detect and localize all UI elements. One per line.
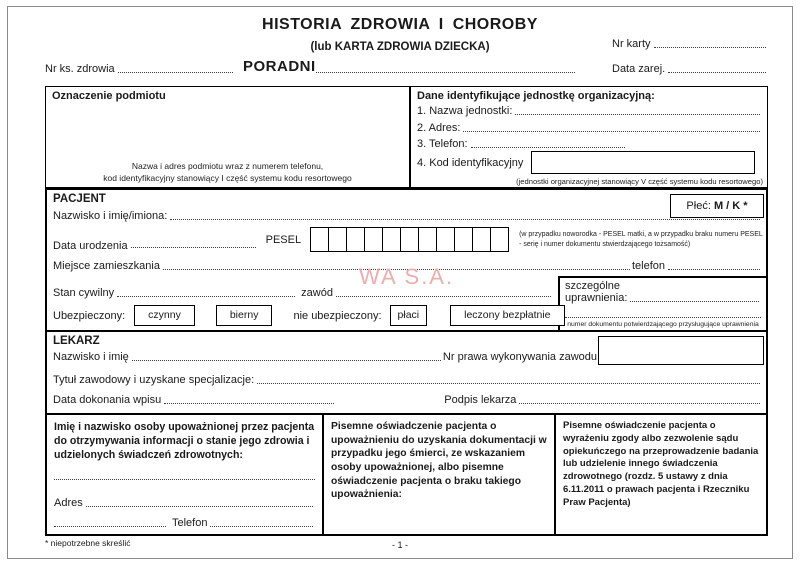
birth-date-label: Data urodzenia (53, 240, 128, 252)
insured-passive-option: bierny (216, 305, 273, 326)
insured-active-option: czynny (134, 305, 195, 326)
occupation-field (336, 294, 551, 297)
unit-box-caption: (jednostki organizacyjnej stanowiący V część systemu kodu resortowego) (516, 177, 763, 186)
authorized-person-name-field (54, 479, 315, 480)
poradni-field (316, 70, 575, 73)
patient-phone-label: telefon (631, 260, 665, 272)
sex-label: Płeć: (686, 200, 711, 212)
doctor-title-row (53, 374, 762, 386)
authorized-address-field (86, 504, 313, 507)
unit-code-field (531, 151, 755, 174)
special-rights-box (558, 276, 766, 330)
unit-address-label: 2. Adres: (417, 122, 461, 134)
pesel-cell (472, 227, 491, 252)
uninsured-pays-option: płaci (390, 305, 428, 326)
marital-label: Stan cywilny (53, 287, 115, 299)
nr-karty-label: Nr karty (612, 38, 651, 50)
pesel-cell (364, 227, 383, 252)
authorized-person-heading: Imię i nazwisko osoby upoważnionej przez pacjenta do otrzymywania informacji o stanie jego zdrowia i udzielonych świadczeń zdrowotnych: (54, 421, 315, 462)
special-rights-line1: szczególne (565, 280, 621, 292)
entry-date-row (53, 394, 762, 406)
entry-date-field (164, 401, 334, 404)
patient-name-row (53, 210, 762, 222)
unit-name-label: 1. Nazwa jednostki: (417, 105, 513, 117)
license-number-label: Nr prawa wykonywania zawodu (442, 351, 597, 363)
data-zarej-field (668, 70, 766, 73)
doctor-section-title: LEKARZ (53, 335, 100, 347)
authorizations-section (45, 413, 768, 536)
doctor-name-label: Nazwisko i imię (53, 351, 129, 363)
entity-caption-line2: kod identyfikacyjny stanowiący I część systemu kodu resortowego (103, 172, 352, 183)
unit-address-field (463, 129, 760, 132)
unit-phone-label: 3. Telefon: (417, 138, 468, 150)
authorized-phone-label: Telefon (172, 517, 208, 529)
patient-section-title: PACJENT (53, 193, 106, 205)
data-zarej-row (612, 63, 768, 75)
page-number: - 1 - (391, 540, 408, 550)
uninsured-free-option: leczony bezpłatnie (450, 305, 564, 326)
death-authorization-column (324, 415, 556, 534)
marital-field (117, 294, 295, 297)
unit-code-label: 4. Kod identyfikacyjny (417, 156, 524, 169)
entity-box-title: Oznaczenie podmiotu (52, 90, 166, 102)
residence-label: Miejsce zamieszkania (53, 260, 160, 272)
footnote: * niepotrzebne skreślić (45, 538, 131, 548)
entry-date-label: Data dokonania wpisu (53, 394, 162, 406)
authorized-address-row (54, 497, 315, 509)
nr-ks-zdrowia-label: Nr ks. zdrowia (45, 63, 115, 75)
unit-box (410, 86, 768, 188)
pesel-cell (454, 227, 473, 252)
form-subtitle: (lub KARTA ZDROWIA DZIECKA) (310, 41, 490, 53)
doctor-title-label: Tytuł zawodowy i uzyskane specjalizacje: (53, 374, 255, 386)
pesel-note: (w przypadku noworodka - PESEL matki, a w przypadku braku numeru PESEL - serię i numer dokumentu stwierdzającego tożsamość) (519, 231, 763, 248)
unit-name-row (417, 105, 762, 117)
doctor-section (45, 330, 768, 415)
uninsured-label: nie ubezpieczony: (293, 309, 382, 322)
entity-box-caption (46, 161, 409, 184)
pesel-row (53, 227, 764, 252)
signature-field (519, 401, 760, 404)
unit-phone-row (417, 138, 627, 150)
pesel-boxes (310, 227, 509, 252)
nr-ks-zdrowia-row (45, 63, 235, 75)
unit-phone-field (471, 145, 625, 148)
occupation-label: zawód (301, 287, 333, 299)
pesel-cell (400, 227, 419, 252)
entity-box (45, 86, 410, 188)
pesel-cell (436, 227, 455, 252)
pesel-cell (346, 227, 365, 252)
patient-name-label: Nazwisko i imię/imiona: (53, 210, 168, 222)
nr-ks-zdrowia-field (118, 70, 233, 73)
nr-karty-field (654, 45, 767, 48)
poradni-label: PORADNI (243, 58, 316, 75)
sex-value: M / K * (713, 200, 748, 212)
pesel-cell (310, 227, 329, 252)
signature-label: Podpis lekarza (444, 394, 517, 406)
doctor-name-field (132, 358, 441, 361)
data-zarej-label: Data zarej. (612, 63, 666, 75)
insured-label: Ubezpieczony: (53, 309, 126, 322)
special-rights-label: uprawnienia: (565, 292, 628, 304)
marital-row (53, 287, 553, 299)
special-rights-note: numer dokumentu potwierdzającego przysługujące uprawnienia (567, 321, 759, 328)
pesel-cell (418, 227, 437, 252)
consent-text: Pisemne oświadczenie pacjenta o wyrażeniu zgody albo zezwolenie sądu opiekuńczego na przeprowadzenie badania lub udzielenie innego świadczenia zdrowotnego (rozdz. 5 ustawy z dnia 6.11.2011 o prawach pacjenta i Rzeczniku Praw Pacjenta) (563, 420, 759, 508)
entity-caption-line1: Nazwa i adres podmiotu wraz z numerem telefonu, (131, 161, 324, 172)
unit-address-row (417, 122, 762, 134)
pesel-cell (490, 227, 509, 252)
authorized-address-label: Adres (54, 497, 83, 509)
poradni-row (243, 58, 577, 75)
patient-name-field (170, 217, 760, 220)
special-rights-doc-field (565, 317, 761, 318)
watermark: WA S.A. (359, 264, 455, 289)
doctor-title-field (257, 381, 760, 384)
doctor-name-row (53, 351, 597, 363)
pesel-label: PESEL (265, 233, 302, 246)
pesel-cell (382, 227, 401, 252)
nr-karty-row (612, 38, 768, 50)
authorized-address-field2 (54, 524, 166, 527)
form-title: HISTORIA ZDROWIA I CHOROBY (262, 16, 538, 33)
pesel-cell (328, 227, 347, 252)
special-rights-field (630, 299, 759, 302)
special-rights-row (560, 292, 766, 304)
insurance-row (53, 305, 565, 326)
patient-section (45, 188, 768, 332)
authorized-person-column (47, 415, 324, 534)
authorized-phone-row (54, 517, 315, 529)
license-number-box (598, 336, 764, 365)
unit-box-title: Dane identyfikujące jednostkę organizacyjną: (417, 90, 655, 102)
unit-name-field (515, 112, 760, 115)
unit-code-row (417, 151, 755, 174)
birth-date-field (131, 245, 256, 248)
death-authorization-text: Pisemne oświadczenie pacjenta o upoważnieniu do uzyskania dokumentacji w przypadku jego śmierci, ze wskazaniem osoby upoważnionej, albo pisemne oświadczenie pacjenta o braku takiego upoważnienia: (331, 421, 547, 501)
authorized-phone-field (210, 524, 313, 527)
patient-phone-field (668, 267, 760, 270)
consent-column (556, 415, 766, 534)
